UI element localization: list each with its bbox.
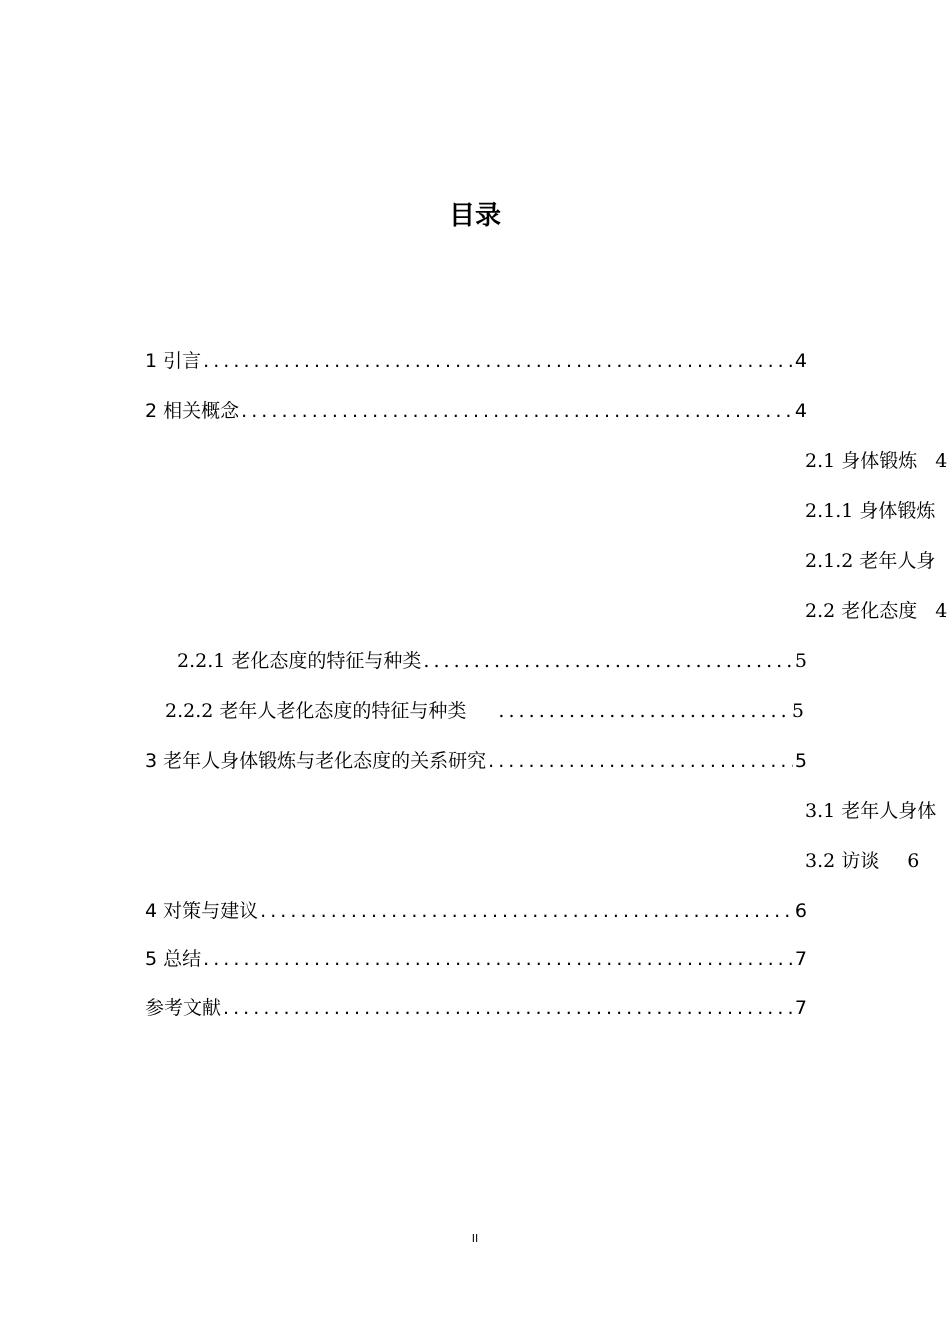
page-footer-number: II bbox=[471, 1232, 479, 1245]
toc-entry-2-2-2[interactable] bbox=[165, 697, 804, 725]
toc-leader-dots bbox=[223, 994, 793, 1022]
toc-entry-label: 4 对策与建议 bbox=[145, 900, 259, 922]
toc-entry-label: 3.2 访谈 bbox=[805, 850, 880, 872]
toc-entry-label: 2.2.2 老年人老化态度的特征与种类 bbox=[165, 700, 467, 722]
toc-entry-summary[interactable] bbox=[145, 945, 807, 973]
toc-entry-label: 2.1.1 身体锻炼 bbox=[805, 500, 936, 522]
toc-leader-dots bbox=[488, 747, 793, 775]
toc-page-number: 4 bbox=[794, 350, 807, 372]
toc-leader-dots bbox=[241, 397, 793, 425]
toc-page-number: 4 bbox=[935, 600, 948, 622]
toc-leader-dots bbox=[203, 945, 793, 973]
toc-leader-dots bbox=[260, 897, 793, 925]
toc-entry-2-1[interactable] bbox=[805, 447, 947, 475]
toc-entry-label: 2.2.1 老化态度的特征与种类 bbox=[177, 650, 422, 672]
toc-page-number: 6 bbox=[794, 900, 807, 922]
toc-entry-countermeasures[interactable] bbox=[145, 897, 807, 925]
toc-page-number: 5 bbox=[794, 650, 807, 672]
toc-entry-label: 3.1 老年人身体 bbox=[805, 800, 937, 822]
toc-entry-label: 2.1 身体锻炼 bbox=[805, 450, 918, 472]
toc-entry-label: 2 相关概念 bbox=[145, 400, 240, 422]
toc-entry-label: 2.2 老化态度 bbox=[805, 600, 918, 622]
toc-entry-references[interactable] bbox=[145, 994, 807, 1022]
toc-entry-label: 参考文献 bbox=[145, 997, 222, 1019]
toc-page-number: 7 bbox=[794, 948, 807, 970]
toc-page-number: 5 bbox=[794, 750, 807, 772]
toc-entry-label: 3 老年人身体锻炼与老化态度的关系研究 bbox=[145, 750, 487, 772]
toc-entry-3-1[interactable] bbox=[805, 797, 936, 825]
toc-entry-2-2[interactable] bbox=[805, 597, 947, 625]
toc-entry-introduction[interactable] bbox=[145, 347, 807, 375]
toc-leader-dots bbox=[423, 647, 793, 675]
page-title: 目录 bbox=[448, 201, 501, 231]
toc-leader-dots bbox=[498, 697, 790, 725]
toc-entry-2-2-1[interactable] bbox=[177, 647, 807, 675]
toc-page-number: 4 bbox=[794, 400, 807, 422]
toc-page-number: 5 bbox=[791, 700, 804, 722]
toc-page-number: 7 bbox=[794, 997, 807, 1019]
toc-entry-related-concepts[interactable] bbox=[145, 397, 807, 425]
toc-entry-relationship-study[interactable] bbox=[145, 747, 807, 775]
toc-leader-dots bbox=[203, 347, 793, 375]
toc-entry-label: 2.1.2 老年人身 bbox=[805, 550, 936, 572]
toc-entry-2-1-2[interactable] bbox=[805, 547, 935, 575]
toc-page-number: 6 bbox=[907, 850, 920, 872]
toc-entry-label: 5 总结 bbox=[145, 948, 202, 970]
toc-page-number: 4 bbox=[935, 450, 948, 472]
toc-entry-2-1-1[interactable] bbox=[805, 497, 935, 525]
toc-entry-3-2[interactable] bbox=[805, 847, 919, 875]
toc-entry-label: 1 引言 bbox=[145, 350, 202, 372]
